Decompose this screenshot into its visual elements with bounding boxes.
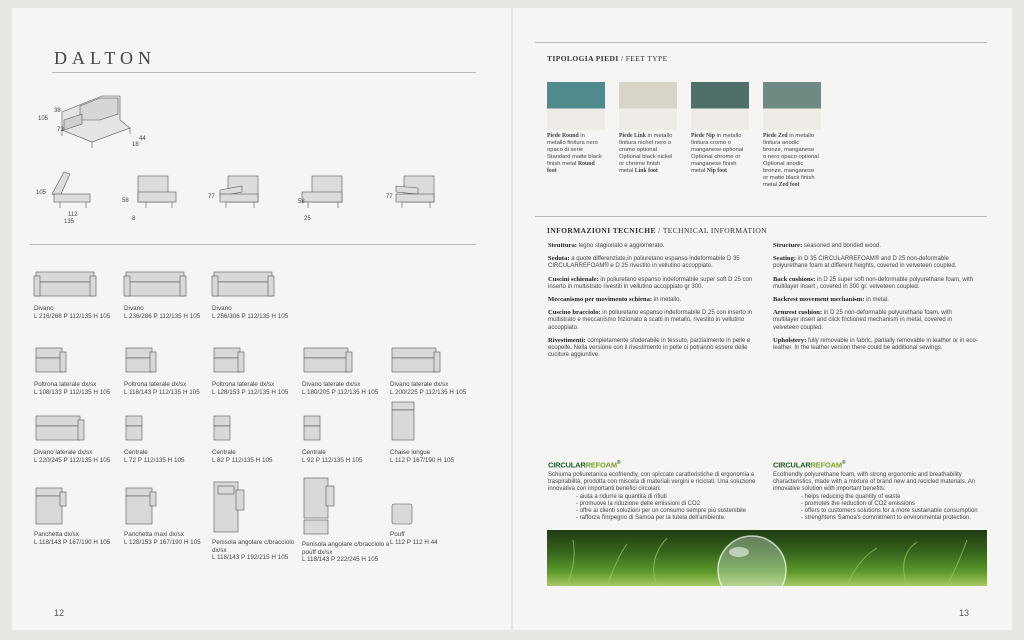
side-sofa-icon [390, 342, 442, 376]
foot-photo [619, 82, 677, 130]
dim-label: 58 [122, 198, 129, 204]
product-name: Divano laterale dx/sx [34, 449, 93, 457]
product-name: Divano laterale dx/sx [302, 381, 361, 389]
central-module-icon [302, 410, 322, 444]
left-page [12, 8, 511, 630]
tech-spec-paragraph [548, 255, 753, 270]
product-item [34, 410, 126, 464]
dim-label: 105 [36, 190, 47, 196]
dim-label: 38 [54, 108, 61, 114]
foot-desc-en: Optional anodic bronze, manganese or matte black finish metal [763, 161, 815, 188]
tech-spec-paragraph [548, 309, 753, 332]
benefit-item: - promuove la riduzione delle emissioni di CO2 [576, 500, 701, 507]
foot-name: Piede Nip [691, 133, 715, 139]
product-item [34, 484, 126, 546]
tech-spec-paragraph [548, 276, 753, 291]
foot-type-item [619, 82, 675, 175]
benefit-item: - helps reducing the quantity of waste [801, 493, 901, 500]
product-drawing [34, 410, 126, 446]
dim-label: 44 [139, 136, 146, 142]
tech-spec-paragraph [548, 296, 753, 304]
product-item [124, 266, 216, 320]
product-size: L 236/286 P 112/135 H 105 [124, 312, 201, 320]
sofa-icon [212, 266, 274, 300]
product-name: Divano [34, 305, 54, 313]
tech-label: Back cushions: [773, 275, 816, 283]
tech-heading-it: INFORMAZIONI TECNICHE [547, 226, 656, 235]
divider [535, 42, 987, 43]
nature-bubble-photo [547, 530, 987, 586]
product-name: Poltrona laterale dx/sx [124, 381, 187, 389]
product-drawing [302, 476, 394, 538]
dim-label: 25 [304, 216, 311, 222]
foot-name: Piede Zed [763, 133, 788, 139]
foot-desc-en: Standard matte black finish metal [547, 154, 602, 167]
photo-graphic [547, 530, 987, 586]
product-item [212, 266, 304, 320]
foot-photo [691, 82, 749, 130]
foot-desc-en: Optional black nickel or chrome finish metal [619, 154, 673, 174]
circularrefoam-logo [773, 460, 845, 470]
product-name: Chaise longue [390, 449, 431, 457]
product-drawing [302, 410, 394, 446]
sofa-icon [34, 266, 96, 300]
product-drawing [34, 342, 126, 378]
product-name: Penisola angolare c/bracciolo e pouff dx/sx [302, 541, 390, 556]
central-module-icon [124, 410, 144, 444]
foot-desc-it: in metallo finitura cromo o manganese optional [691, 133, 744, 153]
product-item [302, 410, 394, 464]
heading-separator: / [618, 54, 626, 63]
tech-spec-paragraph [773, 276, 978, 291]
corner-peninsula-icon [212, 480, 246, 534]
heading-separator: / [655, 226, 663, 235]
product-name: Poltrona laterale dx/sx [34, 381, 97, 389]
product-item [124, 484, 216, 546]
product-size: L 112 P 167/190 H 105 [390, 456, 454, 464]
tech-spec-paragraph [773, 255, 978, 270]
product-item [124, 342, 216, 396]
tech-label: Cuscino bracciolo: [548, 309, 601, 317]
foot-type-item [763, 82, 819, 189]
side-profiles-drawing [46, 168, 476, 218]
side-sofa-icon [34, 410, 86, 444]
benefit-item: - offre ai clienti soluzioni per un consumo sempre più sostenibile [576, 508, 746, 515]
product-drawing [124, 410, 216, 446]
feet-heading-en: FEET TYPE [625, 54, 668, 63]
product-drawing [124, 342, 216, 378]
circular-intro: Ecofriendly polyurethane foam, with strong ergonomic and breathability characteristics, made with a mixture of brand new and recicled materials. An innovative solution with important benefits: [773, 472, 976, 493]
product-name: Panchetta dx/sx [34, 531, 79, 539]
product-name: Centrale [124, 449, 148, 457]
product-size: L 220/245 P 112/135 H 105 [34, 456, 111, 464]
tech-text: completamente sfoderabile in tessuto, parzialmente in pelle e ecopelle. Nella versione con il rivestimento in pelle ci potranno essere delle cuciture aggiuntive. [548, 337, 751, 359]
tech-spec-paragraph [773, 337, 978, 352]
tech-label: Seating: [773, 255, 797, 263]
product-item [302, 476, 394, 564]
product-drawing [390, 400, 482, 446]
armchair-icon [34, 342, 68, 376]
tech-label: Rivestimenti: [548, 336, 586, 344]
circularrefoam-logo [548, 460, 620, 470]
central-module-icon [212, 410, 232, 444]
product-drawing [212, 266, 304, 302]
product-size: L 82 P 112/135 H 105 [212, 456, 273, 464]
tech-spec-paragraph [773, 309, 978, 332]
product-item [212, 342, 304, 396]
tech-label: Upholstery: [773, 336, 807, 344]
product-name: Divano laterale dx/sx [390, 381, 449, 389]
technical-info-italian [548, 242, 753, 364]
product-size: L 118/143 P 112/135 H 105 [124, 388, 200, 396]
product-size: L 118/143 P 222/245 H 105 [302, 556, 379, 564]
circular-text-italian [548, 472, 763, 522]
product-drawing [34, 484, 126, 528]
dim-label: 77 [386, 194, 393, 200]
product-drawing [124, 266, 216, 302]
product-name: Poltrona laterale dx/sx [212, 381, 275, 389]
tech-spec-paragraph [773, 242, 978, 250]
product-drawing [390, 342, 482, 378]
benefit-item: - offers to customers solutions for a more sustainable consumption [801, 508, 978, 515]
foot-type-item [547, 82, 603, 175]
tech-label: Backrest movement mechanism: [773, 296, 865, 304]
product-name: Centrale [302, 449, 326, 457]
product-name: Divano [124, 305, 144, 313]
technical-info-english [773, 242, 978, 357]
sofa-icon [124, 266, 186, 300]
tech-text: in poliuretano espanso indeformabile D 25 con inserto in multistrato e meccanismo frizionato a scatti in metallo, rivestito in vellutino accoppiato. [548, 310, 753, 331]
logo-part: REFOAM [810, 460, 842, 470]
product-drawing [124, 484, 216, 528]
product-size: L 128/153 P 167/190 H 105 [124, 538, 201, 546]
foot-type-item [691, 82, 747, 175]
product-size: L 118/143 P 167/190 H 105 [34, 538, 111, 546]
armchair-icon [212, 342, 246, 376]
product-item [34, 266, 126, 320]
foot-desc-it: in metallo finitura nichel nero o cromo optional [619, 133, 673, 153]
bench-icon [34, 484, 68, 526]
dim-label: 18 [132, 142, 139, 148]
page-number: 13 [959, 608, 970, 618]
product-title: DALTON [54, 48, 157, 68]
product-size: L 216/266 P 112/135 H 105 [34, 312, 111, 320]
tech-text: in metal. [864, 297, 889, 304]
tech-text: fully removable in fabric, partially removable in leather or in eco-leather. In the leather version there could be additional sewings. [773, 337, 978, 352]
dim-label: 73 [57, 127, 64, 133]
tech-text: a quote differenziate,in poliuretano espanso indeformabile D 35 CIRCULARREFOAM® e D 25 rivestito in vellutino accoppiato. [548, 256, 740, 270]
dim-label: 58 [298, 199, 305, 205]
tech-heading-en: TECHNICAL INFORMATION [662, 226, 767, 235]
pouf-icon [390, 502, 414, 526]
logo-part: CIRCULAR [773, 460, 811, 470]
product-size: L 180/205 P 112/135 H 105 [302, 388, 379, 396]
product-name: Panchetta maxi dx/sx [124, 531, 184, 539]
foot-photo [763, 82, 821, 130]
product-name: Pouff [390, 531, 405, 539]
product-size: L 200/225 P 112/135 H 105 [390, 388, 467, 396]
product-drawing [302, 342, 394, 378]
tech-label: Cuscini schienale: [548, 275, 599, 283]
divider [30, 244, 476, 245]
benefit-item: - strenghtens Samoa's commitment to environmental protection. [801, 515, 971, 522]
divider [52, 72, 476, 73]
foot-name-en: Zed foot [778, 182, 800, 188]
product-size: L 118/143 P 192/215 H 105 [212, 554, 289, 562]
tech-label: Structure: [773, 242, 803, 249]
armchair-icon [124, 342, 158, 376]
product-size: L 72 P 112/135 H 105 [124, 456, 185, 464]
benefit-item: - aiuta a ridurre la quantità di rifiuti [576, 493, 667, 500]
product-name: Penisola angolare c/bracciolo dx/sx [212, 539, 295, 554]
foot-photo [547, 82, 605, 130]
foot-name: Piede Round [547, 133, 579, 139]
dim-label: 112 [68, 212, 78, 218]
divider [535, 216, 987, 217]
bench-icon [124, 484, 158, 526]
corner-peninsula-pouf-icon [302, 476, 336, 536]
foot-desc-it: in metallo finitura nero opaco di serie [547, 133, 598, 153]
tech-spec-paragraph [773, 296, 978, 304]
tech-text: legno stagionato e agglomerato. [576, 243, 665, 249]
tech-text: in D 25 non-deformable polyurethane foam, with multilayer insert and click frictioned mechanism in metal, covered in velveteen coupled. [773, 310, 953, 331]
dim-label: 8 [132, 216, 136, 222]
product-item [124, 410, 216, 464]
dim-label: 105 [38, 116, 49, 122]
product-item [302, 342, 394, 396]
tech-label: Seduta: [548, 255, 570, 263]
tech-spec-paragraph [548, 242, 753, 250]
product-item [34, 342, 126, 396]
product-name: Divano [212, 305, 232, 313]
product-size: L 108/133 P 112/135 H 105 [34, 388, 111, 396]
tech-text: in poliuretano espanso indeformabile super soft D 25 con inserto in multistrato rivestiti in vellutino accoppiato gr 300. [548, 276, 753, 290]
foot-name-en: Nip foot [706, 168, 727, 174]
benefit-item: - rafforza l'impegno di Samoa per la tutela dell'ambiente. [576, 515, 726, 522]
tech-label: Meccanismo per movimento schiena: [548, 296, 653, 304]
product-drawing [212, 480, 304, 536]
side-sofa-icon [302, 342, 354, 376]
dim-label: 135 [64, 219, 75, 225]
foot-desc-en: Optional chrome or manganese finish metal [691, 154, 741, 174]
tech-text: in D 25 super soft non-deformable polyurethane foam, with multilayer insert , covered in 300 gr. velveteen coupled. [773, 276, 974, 290]
foot-name-en: Link foot [634, 168, 658, 174]
dim-label: 77 [208, 194, 215, 200]
chaise-longue-icon [390, 400, 416, 444]
logo-part: ® [841, 460, 846, 466]
product-item [390, 502, 482, 546]
tech-text: seasoned and bonded wood. [802, 243, 881, 249]
foot-name-en: Round foot [547, 161, 595, 174]
logo-part: CIRCULAR [548, 460, 586, 470]
page-number: 12 [54, 608, 65, 618]
product-name: Centrale [212, 449, 236, 457]
feet-type-heading [547, 54, 668, 63]
tech-text: in metallo. [652, 297, 682, 304]
product-drawing [212, 342, 304, 378]
product-drawing [212, 410, 304, 446]
technical-information-heading [547, 226, 767, 235]
product-drawing [34, 266, 126, 302]
product-size: L 92 P 112/135 H 105 [302, 456, 363, 464]
product-item [212, 480, 304, 562]
product-drawing [390, 502, 482, 528]
product-size: L 256/306 P 112/135 H 105 [212, 312, 289, 320]
product-size: L 112 P 112 H 44 [390, 538, 438, 546]
logo-part: REFOAM [585, 460, 617, 470]
tech-label: Armrest cushion: [773, 309, 823, 317]
foot-desc-it: in metallo finitura anodic bronze, manganese o nero opaco optional [763, 133, 819, 160]
product-item [212, 410, 304, 464]
circular-intro: Schiuma poliuretanica ecofriendly, con spiccate caratteristiche di ergonomia e traspirabilità, prodotta con miscela di materiali vergini e riciclati. Una soluzione innovativa con importanti benefici circolari: [548, 472, 756, 493]
tech-spec-paragraph [548, 337, 753, 360]
product-item [390, 400, 482, 464]
benefit-item: - promotes the reduction of CO2 emissions [801, 500, 916, 507]
product-size: L 128/153 P 112/135 H 105 [212, 388, 289, 396]
foot-name: Piede Link [619, 133, 646, 139]
tech-label: Struttura: [548, 242, 577, 249]
product-item [390, 342, 482, 396]
tech-text: in D 35 CIRCULARREFOAM® and D 25 non-deformable polyurethane foam at different heights, covered in velveteen coupled. [773, 256, 957, 270]
circular-text-english [773, 472, 988, 522]
feet-heading-it: TIPOLOGIA PIEDI [547, 54, 619, 63]
logo-part: ® [616, 460, 621, 466]
sofa-perspective-drawing [42, 90, 142, 150]
